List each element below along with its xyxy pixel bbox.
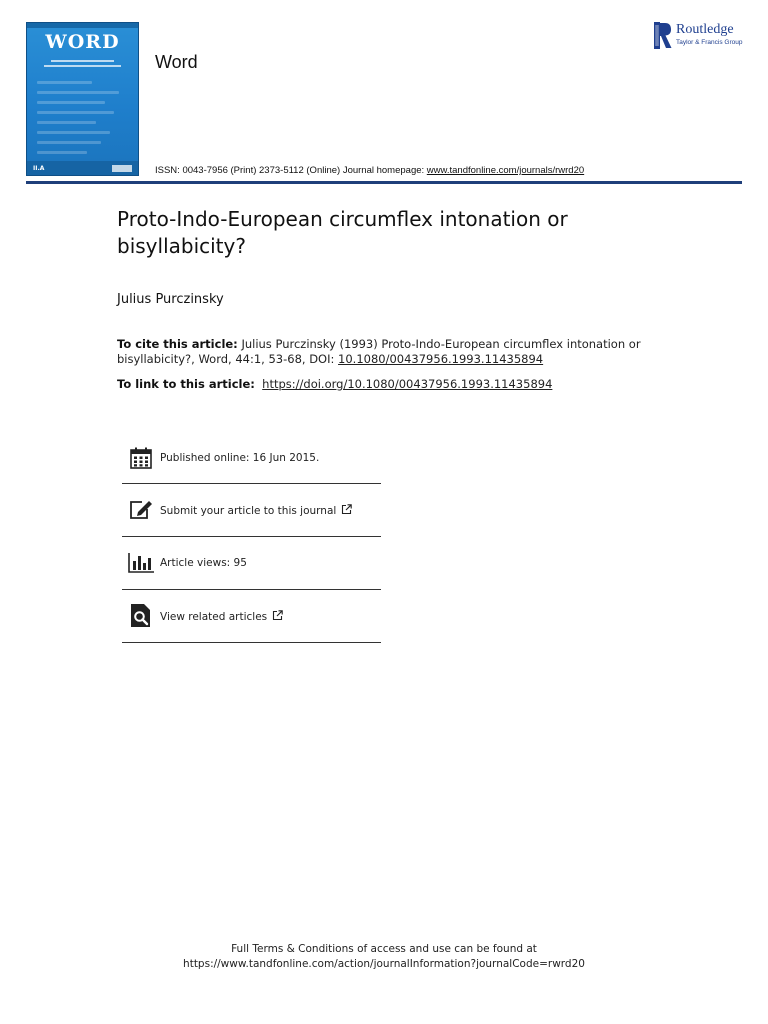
submit-article-label: Submit your article to this journal: [160, 504, 337, 517]
submit-article-link[interactable]: [160, 504, 352, 517]
external-link-icon: [341, 504, 352, 515]
edit-icon: [127, 497, 155, 523]
citation: [117, 337, 657, 367]
related-articles-link[interactable]: [160, 610, 283, 623]
cover-publisher-mark: [112, 165, 132, 172]
cite-label: To cite this article:: [117, 337, 238, 351]
issn-text: ISSN: 0043-7956 (Print) 2373-5112 (Online) Journal homepage:: [155, 165, 427, 176]
journal-homepage-link[interactable]: www.tandfonline.com/journals/rwrd20: [426, 165, 585, 176]
article-views-row: [122, 537, 381, 590]
publisher-name: Routledge: [676, 22, 734, 37]
routledge-logo[interactable]: [654, 22, 754, 50]
article-title: Proto-Indo-European circumflex intonation or bisyllabicity?: [117, 207, 568, 258]
external-link-icon: [272, 610, 283, 621]
cite-text: Julius Purczinsky (1993) Proto-Indo-European circumflex intonation or bisyllabicity?, Word, 44:1, 53-68, DOI:: [117, 337, 641, 366]
related-articles-row[interactable]: [122, 590, 381, 643]
link-label: To link to this article:: [117, 377, 255, 391]
terms-footer: [0, 942, 768, 972]
article-link-line: [117, 377, 552, 391]
header-divider: [26, 181, 742, 184]
related-articles-label: View related articles: [160, 610, 268, 623]
publisher-group: Taylor & Francis Group: [676, 39, 743, 46]
cover-subtitle-lines: [37, 57, 128, 71]
bar-chart-icon: [127, 550, 155, 576]
search-document-icon: [127, 603, 155, 629]
journal-name: Word: [155, 52, 198, 72]
routledge-r-icon: [654, 22, 672, 49]
article-author: Julius Purczinsky: [117, 292, 224, 307]
cover-top-strip: [27, 23, 138, 28]
submit-article-row[interactable]: [122, 484, 381, 537]
article-actions: [122, 433, 381, 643]
issn-line: [155, 165, 584, 176]
calendar-icon: [127, 445, 155, 471]
article-views-label: Article views: 95: [160, 557, 247, 569]
cover-title: WORD: [45, 31, 120, 53]
published-online-label: Published online: 16 Jun 2015.: [160, 452, 320, 464]
doi-link[interactable]: 10.1080/00437956.1993.11435894: [338, 352, 544, 366]
published-online-row: [122, 433, 381, 484]
footer-terms-link[interactable]: https://www.tandfonline.com/action/journalInformation?journalCode=rwrd20: [183, 958, 585, 970]
article-url-link[interactable]: https://doi.org/10.1080/00437956.1993.11435894: [262, 377, 553, 391]
cover-decoration: [37, 81, 128, 171]
footer-line-1: Full Terms & Conditions of access and use can be found at: [231, 943, 537, 955]
journal-cover-image: [26, 22, 139, 176]
cover-volume: II.A: [33, 165, 45, 172]
